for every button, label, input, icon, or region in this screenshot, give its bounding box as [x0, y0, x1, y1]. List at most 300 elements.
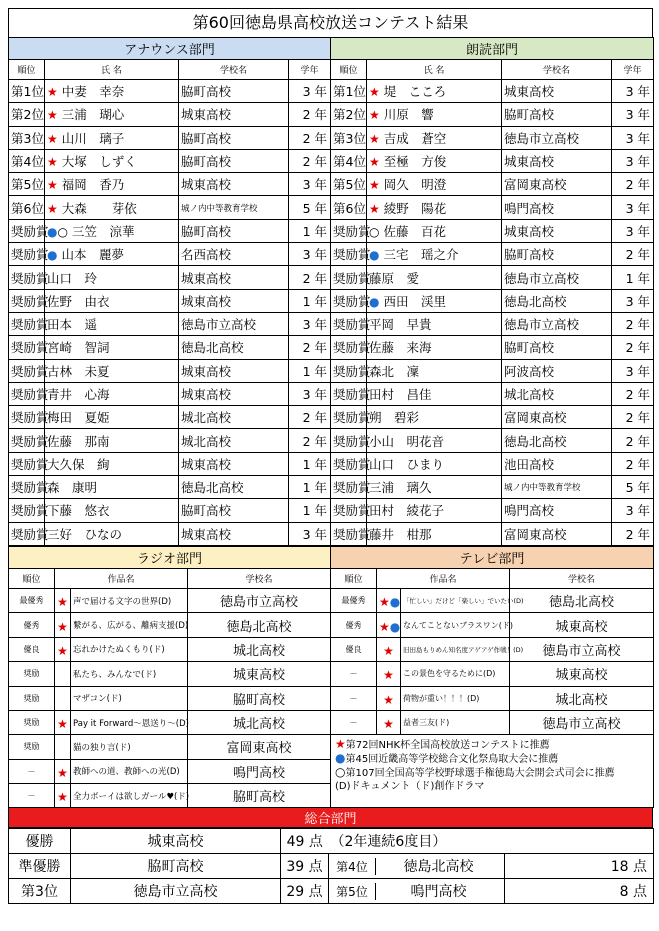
rank-cell: 優秀 [9, 613, 55, 637]
name-cell [45, 243, 179, 266]
blue-dot-icon: ● [369, 294, 380, 309]
work-cell: この景色を守るために(D) [401, 662, 510, 686]
table-row [9, 476, 654, 499]
table-row [9, 219, 654, 242]
school-cell: 阿波高校 [502, 359, 612, 382]
entrant-name: 大久保 絢 [47, 456, 110, 472]
school-cell: 徳島市立高校 [179, 312, 289, 335]
entrant-name: 山口 玲 [47, 270, 98, 286]
rank-cell: 奨励賞 [9, 476, 45, 499]
entrant-name: 三浦 璃久 [369, 480, 432, 496]
rank-cell: － [331, 662, 377, 686]
blue-dot-icon: ● [389, 619, 401, 634]
star-icon: ★ [57, 765, 68, 780]
school-cell: 城東高校 [188, 662, 331, 686]
col-header-rank: 順位 [331, 60, 367, 80]
entrant-name: 佐藤 来海 [369, 340, 432, 356]
name-cell [367, 336, 502, 359]
rank-cell: 奨励賞 [9, 522, 45, 545]
star-icon: ★ [57, 595, 68, 610]
legend-text: 第107回全国高等学校野球選手権徳島大会開会式司会に推薦 [345, 768, 615, 780]
school-cell: 城北高校 [188, 637, 331, 661]
rank-cell: 第6位 [331, 196, 367, 219]
legend-item [335, 738, 649, 752]
col-header-school: 学校名 [188, 568, 331, 588]
rank-cell: 奨励賞 [331, 266, 367, 289]
name-cell [45, 476, 179, 499]
name-cell [45, 80, 179, 103]
school-cell: 城東高校 [179, 382, 289, 405]
blue-dot-icon: ● [369, 248, 380, 263]
col-header-school: 学校名 [510, 568, 654, 588]
table-row [9, 499, 654, 522]
name-cell [367, 80, 502, 103]
announce-section-header: アナウンス部門 [9, 38, 331, 60]
entrant-name: 佐藤 那南 [47, 433, 110, 449]
school-cell: 城東高校 [510, 613, 654, 637]
rank-cell: 奨励賞 [331, 522, 367, 545]
rank-cell: 第5位 [9, 173, 45, 196]
table-row [9, 613, 654, 637]
entrant-name: 吉成 蒼空 [383, 130, 447, 146]
entrant-name: 藤原 愛 [369, 270, 420, 286]
rank-cell: 奨励 [9, 686, 55, 710]
results-page [8, 8, 653, 904]
school-cell: 城北高校 [502, 382, 612, 405]
tv-section-header: テレビ部門 [331, 546, 654, 568]
entrant-name: 中妻 幸奈 [61, 84, 125, 100]
entrant-name: 福岡 香乃 [61, 177, 125, 193]
work-cell: 私たち、みんなで(ド) [71, 662, 188, 686]
entrant-name: 山本 麗夢 [61, 247, 124, 263]
rank-cell: 奨励賞 [9, 336, 45, 359]
school-cell: 鳴門高校 [188, 759, 331, 783]
name-cell [367, 196, 502, 219]
table-row [9, 588, 654, 612]
year-cell: 2 年 [612, 312, 654, 335]
work-cell: 荷物が重い！！！(D) [401, 686, 510, 710]
school-cell: 鳴門高校 [502, 499, 612, 522]
mark-cell [55, 637, 71, 661]
star-icon: ★ [383, 692, 394, 707]
year-cell: 3 年 [289, 312, 331, 335]
rank-cell: 第5位 [331, 173, 367, 196]
rank-cell: 最優秀 [9, 588, 55, 612]
name-cell [367, 173, 502, 196]
entrant-name: 三浦 瑚心 [61, 107, 125, 123]
rank-cell: 最優秀 [331, 588, 377, 612]
total-rank-2: 準優勝 [9, 854, 71, 879]
name-cell [45, 382, 179, 405]
name-cell [45, 126, 179, 149]
work-cell: 「忙しい」だけど「楽しい」でいたい(D) [401, 588, 510, 612]
table-row [9, 429, 654, 452]
school-cell: 鳴門高校 [502, 196, 612, 219]
school-cell: 城東高校 [179, 173, 289, 196]
entrant-name: 森北 凜 [369, 363, 420, 379]
entrant-name: 小山 明花音 [369, 433, 445, 449]
name-cell [367, 429, 502, 452]
year-cell: 3 年 [289, 173, 331, 196]
star-icon: ★ [47, 178, 58, 193]
table-row [9, 452, 654, 475]
rank-cell: 奨励賞 [9, 312, 45, 335]
school-cell: 城東高校 [179, 289, 289, 312]
radio-section-header: ラジオ部門 [9, 546, 331, 568]
total-points-1: 49 点 [281, 829, 329, 854]
mark-cell [55, 710, 71, 734]
media-rows [9, 588, 654, 808]
total-school-1: 城東高校 [71, 829, 281, 854]
name-cell [45, 219, 179, 242]
work-cell: 忘れかけたぬくもり(ド) [71, 637, 188, 661]
rank-cell: 奨励賞 [9, 359, 45, 382]
school-cell: 徳島北高校 [510, 588, 654, 612]
star-icon: ★ [383, 717, 394, 732]
table-row [9, 686, 654, 710]
entrant-name: 三宅 瑶之介 [383, 247, 459, 263]
year-cell: 3 年 [289, 80, 331, 103]
total-rank-3: 第3位 [9, 879, 71, 904]
work-cell: 旧田島もりめん知名度アゲアゲ作戦！(D) [401, 637, 510, 661]
year-cell: 2 年 [289, 126, 331, 149]
school-cell: 脇町高校 [502, 103, 612, 126]
mark-cell [55, 662, 71, 686]
entrant-name: 大森 芽依 [61, 200, 137, 216]
entrant-name: 綾野 陽花 [383, 200, 447, 216]
school-cell: 脇町高校 [179, 219, 289, 242]
year-cell: 2 年 [612, 173, 654, 196]
year-cell: 3 年 [612, 126, 654, 149]
school-cell: 城北高校 [179, 406, 289, 429]
legend-item [335, 766, 649, 780]
rank-cell: 奨励賞 [9, 452, 45, 475]
school-cell: 城ノ内中等教育学校 [502, 476, 612, 499]
ring-icon: ○ [335, 765, 346, 780]
year-cell: 3 年 [289, 382, 331, 405]
school-cell: 徳島北高校 [502, 289, 612, 312]
rank-cell: 第1位 [331, 80, 367, 103]
star-icon: ★ [57, 643, 68, 658]
star-icon: ★ [47, 131, 58, 146]
col-header-name: 氏 名 [45, 60, 179, 80]
year-cell: 2 年 [612, 382, 654, 405]
star-icon: ★ [383, 668, 394, 683]
school-cell: 城東高校 [510, 662, 654, 686]
school-cell: 富岡東高校 [188, 735, 331, 759]
year-cell: 5 年 [612, 476, 654, 499]
rank-cell: 奨励賞 [331, 336, 367, 359]
mark-cell [55, 686, 71, 710]
school-cell: 脇町高校 [188, 784, 331, 808]
table-row [9, 80, 654, 103]
total-points-4: 18 点 [505, 854, 654, 879]
table-row [9, 266, 654, 289]
entrant-name: 宮崎 智詞 [47, 340, 110, 356]
school-cell: 徳島市立高校 [510, 710, 654, 734]
name-cell [367, 382, 502, 405]
rank-cell: 奨励賞 [9, 429, 45, 452]
star-icon: ★ [369, 131, 380, 146]
page-title: 第60回徳島県高校放送コンテスト結果 [8, 8, 653, 37]
rank-cell: 奨励賞 [331, 476, 367, 499]
media-table [8, 546, 654, 809]
school-cell: 城北高校 [188, 710, 331, 734]
school-cell: 徳島北高校 [188, 613, 331, 637]
total-section-header: 総合部門 [8, 808, 653, 828]
table-row [9, 173, 654, 196]
table-row [9, 406, 654, 429]
year-cell: 3 年 [612, 219, 654, 242]
col-header-work: 作品名 [55, 568, 188, 588]
name-cell [367, 452, 502, 475]
rank-cell: 奨励賞 [331, 289, 367, 312]
rank-cell: 優良 [331, 637, 377, 661]
total-rank-5: 第5位 [329, 883, 376, 900]
total-points-3: 29 点 [281, 879, 329, 904]
rank-cell: 奨励賞 [9, 266, 45, 289]
star-icon: ★ [47, 201, 58, 216]
name-cell [45, 312, 179, 335]
star-icon: ★ [369, 85, 380, 100]
year-cell: 2 年 [289, 336, 331, 359]
year-cell: 1 年 [289, 289, 331, 312]
entrant-name: 平岡 早貴 [369, 317, 432, 333]
year-cell: 2 年 [289, 429, 331, 452]
rank-cell: 奨励賞 [9, 382, 45, 405]
name-cell [367, 476, 502, 499]
blue-dot-icon: ● [389, 595, 401, 610]
work-cell: Pay it Forward～恩送り～(D) [71, 710, 188, 734]
ring-icon: ○ [57, 224, 68, 239]
entrant-name: 三笠 涼華 [71, 223, 135, 239]
year-cell: 2 年 [289, 406, 331, 429]
entrant-name: 梅田 夏姫 [47, 410, 110, 426]
table-row [9, 382, 654, 405]
total-points-5: 8 点 [505, 879, 654, 904]
rank-cell: － [331, 686, 377, 710]
legend-item [335, 780, 649, 793]
entrant-name: 森 康明 [47, 480, 98, 496]
name-cell [45, 173, 179, 196]
legend-text: (D)ドキュメント（ド)創作ドラマ [335, 781, 485, 793]
rank-cell: 奨励賞 [9, 499, 45, 522]
school-cell: 脇町高校 [179, 80, 289, 103]
rank-cell: 奨励賞 [331, 406, 367, 429]
star-icon: ★ [369, 178, 380, 193]
year-cell: 5 年 [289, 196, 331, 219]
entrant-name: 至極 方俊 [383, 154, 447, 170]
star-icon: ★ [369, 201, 380, 216]
school-cell: 富岡東高校 [502, 406, 612, 429]
school-cell: 徳島北高校 [179, 336, 289, 359]
entrant-name: 大塚 しずく [61, 154, 137, 170]
year-cell: 2 年 [612, 522, 654, 545]
rank-cell: － [9, 784, 55, 808]
entrant-name: 堤 こころ [383, 84, 447, 100]
col-header-name: 氏 名 [367, 60, 502, 80]
name-cell [367, 406, 502, 429]
star-icon: ★ [369, 108, 380, 123]
mark-cell [377, 588, 401, 612]
rank-cell: 第3位 [9, 126, 45, 149]
table-row [9, 103, 654, 126]
year-cell: 2 年 [612, 429, 654, 452]
year-cell: 2 年 [289, 149, 331, 172]
year-cell: 3 年 [612, 359, 654, 382]
school-cell: 池田高校 [502, 452, 612, 475]
name-cell [367, 149, 502, 172]
col-header-year: 学年 [612, 60, 654, 80]
name-cell [367, 103, 502, 126]
star-icon: ★ [369, 155, 380, 170]
rank-cell: 奨励 [9, 735, 55, 759]
mark-cell [55, 735, 71, 759]
mark-cell [377, 662, 401, 686]
speech-table [8, 37, 654, 546]
rank-cell: 奨励賞 [331, 359, 367, 382]
entrant-name: 朔 碧彩 [369, 410, 420, 426]
star-icon: ★ [57, 619, 68, 634]
col-header-rank: 順位 [331, 568, 377, 588]
total-rank-4-school [329, 854, 505, 879]
star-icon: ★ [47, 85, 58, 100]
entrant-name: 田村 昌佳 [369, 387, 432, 402]
name-cell [45, 103, 179, 126]
school-cell: 城東高校 [179, 266, 289, 289]
name-cell [45, 499, 179, 522]
work-cell: 教師への道、教師への光(D) [71, 759, 188, 783]
year-cell: 3 年 [289, 522, 331, 545]
mark-cell [55, 613, 71, 637]
total-points-2: 39 点 [281, 854, 329, 879]
rank-cell: 奨励賞 [331, 429, 367, 452]
rank-cell: 奨励賞 [331, 452, 367, 475]
rank-cell: 優秀 [331, 613, 377, 637]
table-row [9, 522, 654, 545]
entrant-name: 川原 響 [383, 107, 434, 123]
mark-cell [55, 759, 71, 783]
mark-cell [377, 637, 401, 661]
mark-cell [55, 784, 71, 808]
work-cell: なんてことないブラスワン(ド) [401, 613, 510, 637]
mark-cell [377, 710, 401, 734]
year-cell: 2 年 [612, 243, 654, 266]
table-row [9, 289, 654, 312]
name-cell [367, 522, 502, 545]
legend [331, 735, 654, 808]
school-cell: 徳島市立高校 [510, 637, 654, 661]
blue-dot-icon: ● [335, 751, 346, 766]
name-cell [45, 266, 179, 289]
work-cell: 声で届ける文字の世界(D) [71, 588, 188, 612]
school-cell: 脇町高校 [179, 499, 289, 522]
school-cell: 富岡東高校 [502, 522, 612, 545]
name-cell [45, 452, 179, 475]
table-row [9, 126, 654, 149]
entrant-name: 三好 ひなの [47, 526, 123, 542]
star-icon: ★ [335, 737, 346, 752]
col-header-year: 学年 [289, 60, 331, 80]
year-cell: 1 年 [612, 266, 654, 289]
entrant-name: 山口 ひまり [369, 456, 445, 472]
rank-cell: 優良 [9, 637, 55, 661]
total-school-4: 徳島北高校 [403, 859, 474, 876]
year-cell: 3 年 [612, 103, 654, 126]
year-cell: 3 年 [612, 499, 654, 522]
school-cell: 城東高校 [179, 522, 289, 545]
rank-cell: 第3位 [331, 126, 367, 149]
total-table [8, 828, 654, 904]
year-cell: 2 年 [612, 406, 654, 429]
table-row [9, 662, 654, 686]
mark-cell [55, 588, 71, 612]
school-cell: 富岡東高校 [502, 173, 612, 196]
year-cell: 3 年 [612, 196, 654, 219]
table-row [9, 359, 654, 382]
entrant-name: 藤井 柑那 [369, 526, 432, 542]
rank-cell: 奨励賞 [331, 499, 367, 522]
star-icon: ★ [47, 155, 58, 170]
entrant-name: 佐野 由衣 [47, 293, 110, 309]
school-cell: 城東高校 [179, 103, 289, 126]
school-cell: 名西高校 [179, 243, 289, 266]
rank-cell: 第1位 [9, 80, 45, 103]
rank-cell: 第2位 [331, 103, 367, 126]
legend-text: 第45回近畿高等学校総合文化祭鳥取大会に推薦 [345, 754, 559, 766]
entrant-name: 西田 渓里 [383, 293, 446, 309]
work-cell: 全力ボーイは欲しガール♥(ド) [71, 784, 188, 808]
table-row [9, 637, 654, 661]
school-cell: 徳島市立高校 [188, 588, 331, 612]
table-row [9, 710, 654, 734]
year-cell: 2 年 [289, 266, 331, 289]
year-cell: 3 年 [612, 80, 654, 103]
table-row [9, 196, 654, 219]
rank-cell: 第4位 [9, 149, 45, 172]
col-header-rank: 順位 [9, 60, 45, 80]
rank-cell: 奨励 [9, 662, 55, 686]
work-cell: 繋がる、広がる、離病支援(D) [71, 613, 188, 637]
table-row [9, 336, 654, 359]
entrant-name: 田本 遥 [47, 317, 98, 333]
school-cell: 徳島市立高校 [502, 266, 612, 289]
name-cell [45, 522, 179, 545]
name-cell [45, 336, 179, 359]
name-cell [45, 149, 179, 172]
school-cell: 城北高校 [179, 429, 289, 452]
school-cell: 脇町高校 [179, 126, 289, 149]
year-cell: 1 年 [289, 219, 331, 242]
name-cell [367, 243, 502, 266]
rank-cell: 奨励賞 [9, 289, 45, 312]
name-cell [367, 499, 502, 522]
name-cell [367, 289, 502, 312]
year-cell: 1 年 [289, 359, 331, 382]
mark-cell [377, 613, 401, 637]
rank-cell: 奨励賞 [331, 312, 367, 335]
rank-cell: 奨励賞 [9, 219, 45, 242]
name-cell [367, 219, 502, 242]
rank-cell: 第2位 [9, 103, 45, 126]
reading-section-header: 朗読部門 [331, 38, 654, 60]
year-cell: 1 年 [289, 452, 331, 475]
name-cell [45, 196, 179, 219]
rank-cell: 奨励 [9, 710, 55, 734]
school-cell: 城東高校 [179, 359, 289, 382]
rank-cell: 第4位 [331, 149, 367, 172]
total-school-3: 徳島市立高校 [71, 879, 281, 904]
